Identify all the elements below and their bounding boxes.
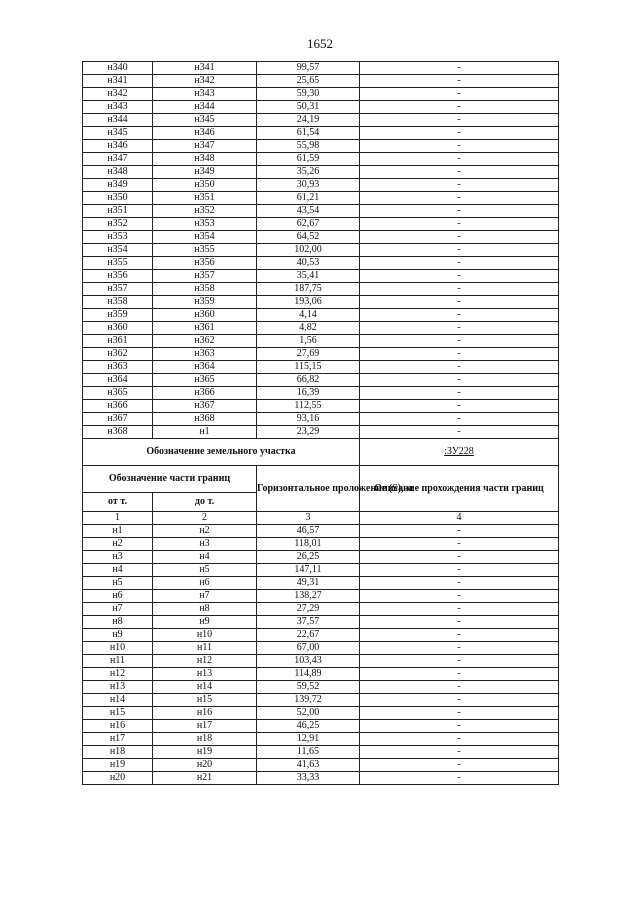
- horizontal-label: Горизонтальное проложение (S), м: [257, 466, 360, 512]
- table-row: [83, 270, 559, 283]
- horizontal-distance: 46,25: [257, 720, 360, 733]
- horizontal-distance: 55,98: [257, 140, 360, 153]
- to-point: н12: [153, 655, 257, 668]
- description: -: [360, 564, 559, 577]
- description: -: [360, 426, 559, 439]
- to-point: н11: [153, 642, 257, 655]
- table-row: [83, 296, 559, 309]
- boundary-table: [82, 61, 559, 785]
- description: -: [360, 733, 559, 746]
- description: -: [360, 101, 559, 114]
- from-point: н14: [83, 694, 153, 707]
- to-point: н359: [153, 296, 257, 309]
- from-point: н345: [83, 127, 153, 140]
- from-point: н362: [83, 348, 153, 361]
- table-row: [83, 218, 559, 231]
- table-row: [83, 616, 559, 629]
- horizontal-distance: 66,82: [257, 374, 360, 387]
- to-label: до т.: [153, 493, 257, 512]
- table-row: [83, 335, 559, 348]
- to-point: н2: [153, 525, 257, 538]
- horizontal-distance: 115,15: [257, 361, 360, 374]
- horizontal-distance: 4,82: [257, 322, 360, 335]
- table-row: [83, 153, 559, 166]
- description: -: [360, 668, 559, 681]
- description: -: [360, 707, 559, 720]
- description: -: [360, 759, 559, 772]
- from-point: н352: [83, 218, 153, 231]
- to-point: н348: [153, 153, 257, 166]
- from-point: н340: [83, 62, 153, 75]
- table-row: [83, 733, 559, 746]
- from-point: н8: [83, 616, 153, 629]
- page-number: 1652: [307, 36, 333, 51]
- table-row: [83, 655, 559, 668]
- horizontal-distance: 118,01: [257, 538, 360, 551]
- horizontal-distance: 102,00: [257, 244, 360, 257]
- to-point: н342: [153, 75, 257, 88]
- boundary-rows: [83, 525, 559, 785]
- to-point: н18: [153, 733, 257, 746]
- table-row: [83, 538, 559, 551]
- horizontal-distance: 35,26: [257, 166, 360, 179]
- to-point: н10: [153, 629, 257, 642]
- horizontal-distance: 23,29: [257, 426, 360, 439]
- horizontal-distance: 16,39: [257, 387, 360, 400]
- horizontal-distance: 62,67: [257, 218, 360, 231]
- from-point: н20: [83, 772, 153, 785]
- horizontal-distance: 112,55: [257, 400, 360, 413]
- from-point: н11: [83, 655, 153, 668]
- to-point: н343: [153, 88, 257, 101]
- horizontal-distance: 99,57: [257, 62, 360, 75]
- horizontal-distance: 59,30: [257, 88, 360, 101]
- description: -: [360, 616, 559, 629]
- to-point: н360: [153, 309, 257, 322]
- table-row: [83, 140, 559, 153]
- table-row: [83, 668, 559, 681]
- description: -: [360, 655, 559, 668]
- table-row: [83, 387, 559, 400]
- table-row: [83, 205, 559, 218]
- to-point: н9: [153, 616, 257, 629]
- column-number: 1: [83, 512, 153, 525]
- parts-label: Обозначение части границ: [83, 466, 257, 493]
- table-row: [83, 322, 559, 335]
- to-point: н6: [153, 577, 257, 590]
- horizontal-distance: 46,57: [257, 525, 360, 538]
- horizontal-distance: 61,21: [257, 192, 360, 205]
- from-point: н367: [83, 413, 153, 426]
- from-point: н348: [83, 166, 153, 179]
- horizontal-distance: 41,63: [257, 759, 360, 772]
- horizontal-distance: 59,52: [257, 681, 360, 694]
- column-number: 4: [360, 512, 559, 525]
- from-point: н361: [83, 335, 153, 348]
- to-point: н363: [153, 348, 257, 361]
- to-point: н347: [153, 140, 257, 153]
- description: -: [360, 283, 559, 296]
- table-row: [83, 746, 559, 759]
- from-point: н10: [83, 642, 153, 655]
- description: -: [360, 335, 559, 348]
- from-point: н18: [83, 746, 153, 759]
- horizontal-distance: 25,65: [257, 75, 360, 88]
- horizontal-distance: 26,25: [257, 551, 360, 564]
- description: -: [360, 270, 559, 283]
- to-point: н357: [153, 270, 257, 283]
- table-row: [83, 231, 559, 244]
- table-row: [83, 374, 559, 387]
- description: -: [360, 257, 559, 270]
- table-row: [83, 400, 559, 413]
- description: -: [360, 374, 559, 387]
- land-plot-value: :ЗУ228: [360, 439, 559, 466]
- table-row: [83, 192, 559, 205]
- table-row: [83, 179, 559, 192]
- description: -: [360, 387, 559, 400]
- table-row: [83, 101, 559, 114]
- from-point: н5: [83, 577, 153, 590]
- horizontal-distance: 43,54: [257, 205, 360, 218]
- table-row: [83, 720, 559, 733]
- description: -: [360, 244, 559, 257]
- to-point: н355: [153, 244, 257, 257]
- to-point: н17: [153, 720, 257, 733]
- from-point: н349: [83, 179, 153, 192]
- description: -: [360, 205, 559, 218]
- from-point: н366: [83, 400, 153, 413]
- description: -: [360, 153, 559, 166]
- to-point: н4: [153, 551, 257, 564]
- horizontal-distance: 37,57: [257, 616, 360, 629]
- description: -: [360, 720, 559, 733]
- description: -: [360, 694, 559, 707]
- to-point: н354: [153, 231, 257, 244]
- description: -: [360, 590, 559, 603]
- description: -: [360, 192, 559, 205]
- description: -: [360, 603, 559, 616]
- horizontal-distance: 1,56: [257, 335, 360, 348]
- table-row: [83, 127, 559, 140]
- table-row: [83, 629, 559, 642]
- horizontal-distance: 139,72: [257, 694, 360, 707]
- horizontal-distance: 61,59: [257, 153, 360, 166]
- description: -: [360, 772, 559, 785]
- from-point: н354: [83, 244, 153, 257]
- from-point: н347: [83, 153, 153, 166]
- horizontal-distance: 27,29: [257, 603, 360, 616]
- table-row: [83, 694, 559, 707]
- from-point: н3: [83, 551, 153, 564]
- to-point: н351: [153, 192, 257, 205]
- table-row: [83, 681, 559, 694]
- horizontal-distance: 40,53: [257, 257, 360, 270]
- from-point: н6: [83, 590, 153, 603]
- to-point: н1: [153, 426, 257, 439]
- table-row: [83, 772, 559, 785]
- table-row: [83, 166, 559, 179]
- description: -: [360, 88, 559, 101]
- from-point: н9: [83, 629, 153, 642]
- to-point: н368: [153, 413, 257, 426]
- from-point: н351: [83, 205, 153, 218]
- from-point: н344: [83, 114, 153, 127]
- table-row: [83, 244, 559, 257]
- description: -: [360, 538, 559, 551]
- land-plot-header: [83, 439, 559, 525]
- table-row: [83, 257, 559, 270]
- table-row: [83, 759, 559, 772]
- horizontal-distance: 93,16: [257, 413, 360, 426]
- horizontal-distance: 138,27: [257, 590, 360, 603]
- from-point: н343: [83, 101, 153, 114]
- to-point: н364: [153, 361, 257, 374]
- table-row: [83, 361, 559, 374]
- from-point: н1: [83, 525, 153, 538]
- horizontal-distance: 30,93: [257, 179, 360, 192]
- from-point: н342: [83, 88, 153, 101]
- table-row: [83, 642, 559, 655]
- to-point: н16: [153, 707, 257, 720]
- from-point: н360: [83, 322, 153, 335]
- description: -: [360, 413, 559, 426]
- table-row: [83, 603, 559, 616]
- from-point: н353: [83, 231, 153, 244]
- to-point: н345: [153, 114, 257, 127]
- horizontal-distance: 67,00: [257, 642, 360, 655]
- table-row: [83, 564, 559, 577]
- horizontal-distance: 50,31: [257, 101, 360, 114]
- from-point: н2: [83, 538, 153, 551]
- to-point: н350: [153, 179, 257, 192]
- description: -: [360, 296, 559, 309]
- to-point: н8: [153, 603, 257, 616]
- to-point: н14: [153, 681, 257, 694]
- to-point: н21: [153, 772, 257, 785]
- description: -: [360, 309, 559, 322]
- to-point: н3: [153, 538, 257, 551]
- to-point: н346: [153, 127, 257, 140]
- horizontal-distance: 103,43: [257, 655, 360, 668]
- from-point: н7: [83, 603, 153, 616]
- from-point: н359: [83, 309, 153, 322]
- description-label: Описание прохождения части границ: [360, 466, 559, 512]
- horizontal-distance: 35,41: [257, 270, 360, 283]
- table-row: [83, 283, 559, 296]
- to-point: н20: [153, 759, 257, 772]
- from-point: н13: [83, 681, 153, 694]
- from-point: н16: [83, 720, 153, 733]
- to-point: н353: [153, 218, 257, 231]
- description: -: [360, 127, 559, 140]
- table-row: [83, 413, 559, 426]
- description: -: [360, 681, 559, 694]
- description: -: [360, 577, 559, 590]
- from-point: н356: [83, 270, 153, 283]
- to-point: н358: [153, 283, 257, 296]
- to-point: н19: [153, 746, 257, 759]
- from-point: н341: [83, 75, 153, 88]
- to-point: н367: [153, 400, 257, 413]
- table-row: [83, 75, 559, 88]
- description: -: [360, 114, 559, 127]
- horizontal-distance: 187,75: [257, 283, 360, 296]
- description: -: [360, 400, 559, 413]
- from-point: н358: [83, 296, 153, 309]
- description: -: [360, 551, 559, 564]
- from-point: н365: [83, 387, 153, 400]
- horizontal-distance: 11,65: [257, 746, 360, 759]
- from-label: от т.: [83, 493, 153, 512]
- horizontal-distance: 27,69: [257, 348, 360, 361]
- from-point: н4: [83, 564, 153, 577]
- description: -: [360, 746, 559, 759]
- to-point: н13: [153, 668, 257, 681]
- description: -: [360, 62, 559, 75]
- description: -: [360, 166, 559, 179]
- to-point: н361: [153, 322, 257, 335]
- horizontal-distance: 24,19: [257, 114, 360, 127]
- from-point: н15: [83, 707, 153, 720]
- to-point: н349: [153, 166, 257, 179]
- table-row: [83, 707, 559, 720]
- from-point: н350: [83, 192, 153, 205]
- to-point: н365: [153, 374, 257, 387]
- from-point: н346: [83, 140, 153, 153]
- description: -: [360, 525, 559, 538]
- land-plot-label: Обозначение земельного участка: [83, 439, 360, 466]
- description: -: [360, 361, 559, 374]
- table-row: [83, 88, 559, 101]
- horizontal-distance: 33,33: [257, 772, 360, 785]
- table-row: [83, 114, 559, 127]
- table-row: [83, 525, 559, 538]
- horizontal-distance: 12,91: [257, 733, 360, 746]
- to-point: н352: [153, 205, 257, 218]
- from-point: н355: [83, 257, 153, 270]
- to-point: н356: [153, 257, 257, 270]
- from-point: н363: [83, 361, 153, 374]
- to-point: н362: [153, 335, 257, 348]
- horizontal-distance: 22,67: [257, 629, 360, 642]
- to-point: н7: [153, 590, 257, 603]
- table-row: [83, 426, 559, 439]
- horizontal-distance: 114,89: [257, 668, 360, 681]
- description: -: [360, 348, 559, 361]
- horizontal-distance: 52,00: [257, 707, 360, 720]
- column-number: 3: [257, 512, 360, 525]
- table-row: [83, 348, 559, 361]
- from-point: н368: [83, 426, 153, 439]
- from-point: н357: [83, 283, 153, 296]
- column-number: 2: [153, 512, 257, 525]
- from-point: н17: [83, 733, 153, 746]
- boundary-rows-continued: [83, 62, 559, 439]
- from-point: н19: [83, 759, 153, 772]
- description: -: [360, 629, 559, 642]
- description: -: [360, 322, 559, 335]
- table-row: [83, 577, 559, 590]
- table-row: [83, 590, 559, 603]
- from-point: н364: [83, 374, 153, 387]
- to-point: н366: [153, 387, 257, 400]
- description: -: [360, 179, 559, 192]
- horizontal-distance: 49,31: [257, 577, 360, 590]
- horizontal-distance: 4,14: [257, 309, 360, 322]
- description: -: [360, 231, 559, 244]
- to-point: н15: [153, 694, 257, 707]
- horizontal-distance: 64,52: [257, 231, 360, 244]
- description: -: [360, 642, 559, 655]
- description: -: [360, 140, 559, 153]
- horizontal-distance: 147,11: [257, 564, 360, 577]
- horizontal-distance: 193,06: [257, 296, 360, 309]
- from-point: н12: [83, 668, 153, 681]
- to-point: н5: [153, 564, 257, 577]
- description: -: [360, 75, 559, 88]
- description: -: [360, 218, 559, 231]
- table-row: [83, 551, 559, 564]
- table-row: [83, 62, 559, 75]
- horizontal-distance: 61,54: [257, 127, 360, 140]
- table-row: [83, 309, 559, 322]
- to-point: н341: [153, 62, 257, 75]
- to-point: н344: [153, 101, 257, 114]
